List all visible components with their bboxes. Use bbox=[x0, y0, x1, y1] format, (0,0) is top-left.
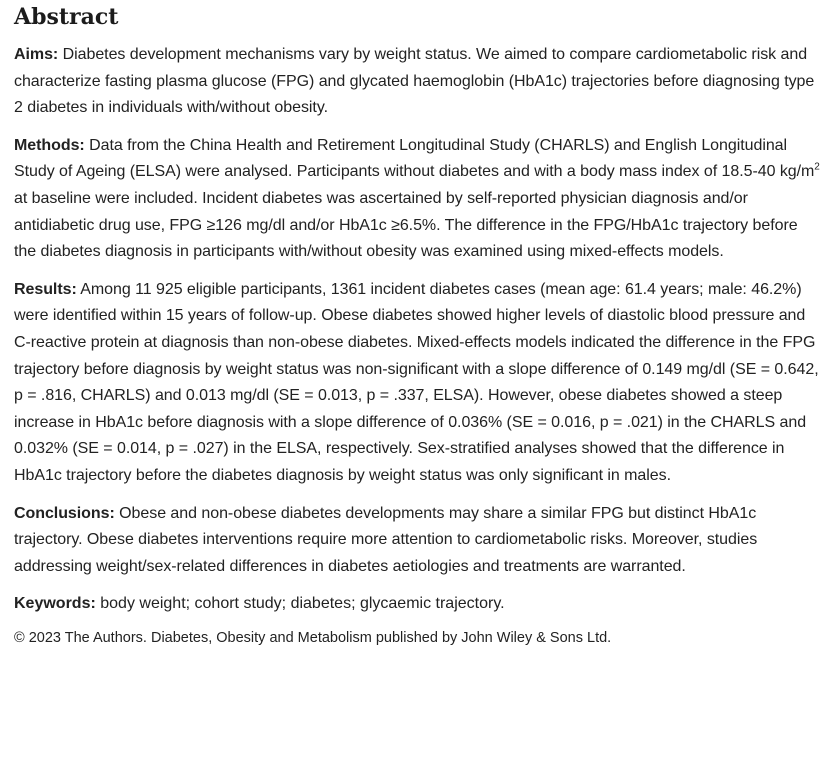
keywords-label: Keywords: bbox=[14, 595, 96, 613]
keywords-text: body weight; cohort study; diabetes; glycaemic trajectory. bbox=[95, 595, 505, 613]
aims-label: Aims: bbox=[14, 46, 59, 63]
keywords-paragraph bbox=[14, 591, 822, 617]
abstract-page bbox=[14, 0, 822, 649]
results-text: Among 11 925 eligible participants, 1361 incident diabetes cases (mean age: 61.4 years; male: 46.2%) were identified within 15 years of follow-up. Obese diabetes showed higher levels of diastolic blood pressure and C-reactive protein at diagnosis than non-obese diabetes. Mixed-effects models indicated the difference in the FPG trajectory before diagnosis by weight status was non-significant with a slope difference of 0.149 mg/dl (SE = 0.642, p = .816, CHARLS) and 0.013 mg/dl (SE = 0.013, p = .337, ELSA). However, obese diabetes showed a steep increase in HbA1c before diagnosis with a slope difference of 0.036% (SE = 0.016, p = .021) in the CHARLS and 0.032% (SE = 0.014, p = .027) in the ELSA, respectively. Sex-stratified analyses showed that the difference in HbA1c trajectory before the diabetes diagnosis by weight status was only significant in males. bbox=[14, 280, 819, 484]
methods-superscript: 2 bbox=[814, 162, 820, 174]
methods-label: Methods: bbox=[14, 136, 85, 154]
copyright-notice: © 2023 The Authors. Diabetes, Obesity and Metabolism published by John Wiley & Sons Ltd. bbox=[14, 630, 612, 647]
abstract-title: Abstract bbox=[14, 4, 119, 30]
conclusions-label: Conclusions: bbox=[14, 504, 115, 522]
conclusions-paragraph bbox=[14, 501, 822, 581]
aims-text: Diabetes development mechanisms vary by weight status. We aimed to compare cardiometabolic risk and characterize fasting plasma glucose (FPG) and glycated haemoglobin (HbA1c) trajectories before diagnosing type 2 diabetes in individuals with/without obesity. bbox=[14, 46, 815, 117]
methods-paragraph bbox=[14, 133, 822, 266]
methods-text-b: at baseline were included. Incident diabetes was ascertained by self-reported physician diagnosis and/or antidiabetic drug use, FPG ≥126 mg/dl and/or HbA1c ≥6.5%. The difference in the FPG/HbA1c trajectory before the diabetes diagnosis in participants with/without obesity was examined using mixed-effects models. bbox=[14, 189, 798, 261]
methods-text-a: Data from the China Health and Retirement Longitudinal Study (CHARLS) and English Longitudinal Study of Ageing (ELSA) were analysed. Participants without diabetes and with a body mass index of 18.5-40 kg/m bbox=[14, 136, 815, 181]
results-label: Results: bbox=[14, 280, 77, 298]
results-paragraph bbox=[14, 277, 822, 490]
conclusions-text: Obese and non-obese diabetes developments may share a similar FPG but distinct HbA1c trajectory. Obese diabetes interventions require more attention to cardiometabolic risks. Moreover, studies addressing weight/sex-related differences in diabetes aetiologies and treatments are warranted. bbox=[14, 504, 758, 575]
aims-paragraph bbox=[14, 42, 822, 122]
